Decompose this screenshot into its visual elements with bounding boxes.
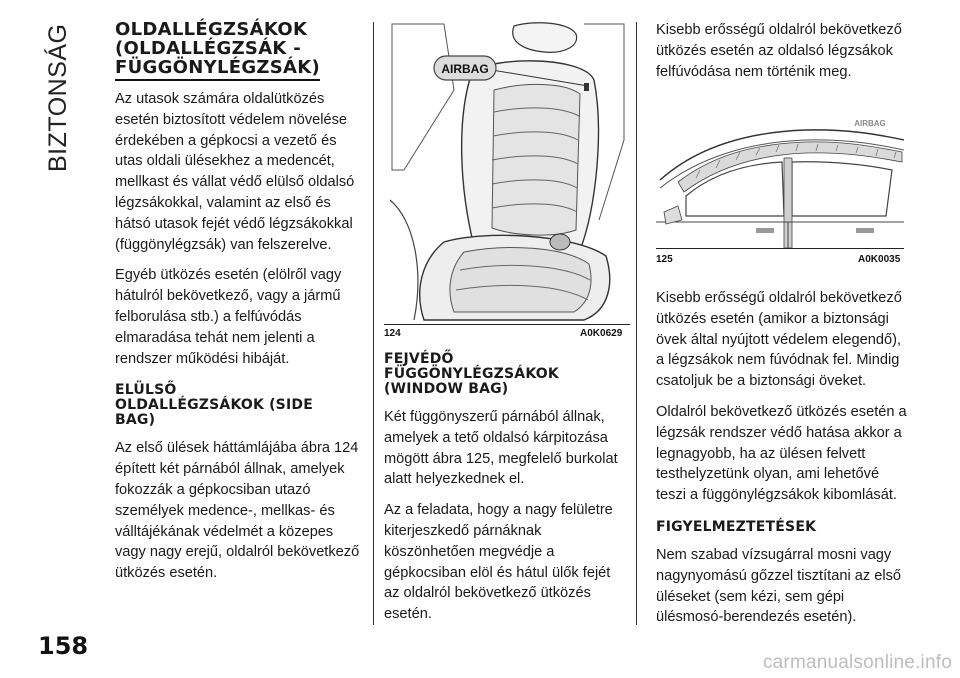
column-1 (115, 20, 365, 594)
section-heading-line: (OLDALLÉGZSÁK - (115, 38, 302, 59)
subsection-heading-line: FÜGGÖNYLÉGZSÁKOK (384, 366, 559, 382)
paragraph: Nem szabad vízsugárral mosni vagy nagynyomású gőzzel tisztítani az első üléseket (sem kézi, sem gépi ülésmosó-berendezés esetén). (656, 546, 901, 626)
paragraph: Az utasok számára oldalütközés esetén biztosított védelem növelése érdekében a gépkocsi a vezető és utas oldali ülésekhez a medencét, mellkast és vállat védő elülső oldalsó légzsákokkal, valamint az első és hátsó utasok fejét védő légzsákokkal (függönylégzsák) van felszerelve. (115, 91, 355, 253)
paragraph: Oldalról bekövetkező ütközés esetén a légzsák rendszer védő hatása akkor a legnagyobb, ha az ülésen felvett testhelyzetünk olyan, ami lehetővé teszi a függönylégzsákok kibomlását. (656, 403, 907, 504)
figure-124-number: 124 (384, 328, 401, 339)
page-number: 158 (38, 632, 89, 660)
paragraph: Kisebb erősségű oldalról bekövetkező ütközés esetén (amikor a biztonsági övek által nyújtott védelem elegendő), a légzsákok nem fúvódnak fel. Mindig csatoljuk be a biztonsági öveket. (656, 290, 902, 390)
paragraph: Két függönyszerű párnából állnak, amelyek a tető oldalsó kárpitozása mögött ábra 125, megfelelő burkolat alatt helyezkednek el. (384, 409, 618, 488)
section-heading-line: OLDALLÉGZSÁKOK (115, 19, 308, 40)
airbag-label: AIRBAG (854, 119, 886, 128)
subsection-heading-line: FEJVÉDŐ (384, 351, 454, 367)
airbag-label: AIRBAG (441, 62, 489, 76)
subsection-heading-line: (WINDOW BAG) (384, 381, 509, 397)
section-heading-line: FÜGGÖNYLÉGZSÁK) (115, 58, 365, 77)
subsection-heading (115, 383, 365, 428)
figure-124 (384, 20, 630, 325)
subsection-heading-line: BAG) (115, 412, 156, 429)
paragraph: Az a feladata, hogy a nagy felületre kiterjeszkedő párnáknak köszönhetően megvédje a gépkocsiban elöl és hátul ülők fejét az oldalról bekövetkező ütközés esetén. (384, 502, 613, 623)
car-side-illustration (656, 88, 904, 248)
subsection-heading-line: ELÜLSŐ (115, 382, 177, 399)
watermark: carmanualsonline.info (762, 652, 952, 673)
paragraph: Egyéb ütközés esetén (elölről vagy hátulról bekövetkező, vagy a jármű felborulása stb.) a felfúvódás elmaradása tehát nem jelenti a rendszer működési hibáját. (115, 267, 342, 367)
paragraph: Kisebb erősségű oldalról bekövetkező ütközés esetén az oldalsó légzsákok felfúvódása nem történik meg. (656, 22, 902, 80)
subsection-heading-line: OLDALLÉGZSÁKOK (SIDE (115, 397, 313, 414)
figure-125-code: A0K0035 (858, 254, 901, 265)
column-3-bottom (656, 288, 908, 638)
column-divider-1 (373, 22, 374, 625)
seat-illustration (384, 20, 630, 324)
section-heading (115, 20, 365, 77)
column-2 (384, 352, 629, 635)
paragraph: Az első ülések háttámlájába ábra 124 épített két párnából állnak, amelyek fokozzák a gépkocsiban utazó személyek medence-, mellkas- és válltájékának védelmét a közepes vagy nagy erejű, oldalról bekövetkező ütközés esetén. (115, 440, 360, 582)
figure-125-number: 125 (656, 254, 673, 265)
column-3-top (656, 20, 908, 92)
figure-125 (656, 88, 904, 249)
column-divider-2 (636, 22, 637, 625)
chapter-label (40, 23, 120, 176)
subsection-heading (384, 352, 629, 397)
figure-124-code: A0K0629 (580, 328, 623, 339)
chapter-label-text: BIZTONSÁG (44, 23, 72, 172)
warning-heading: FIGYELMEZTETÉSEK (656, 518, 817, 535)
